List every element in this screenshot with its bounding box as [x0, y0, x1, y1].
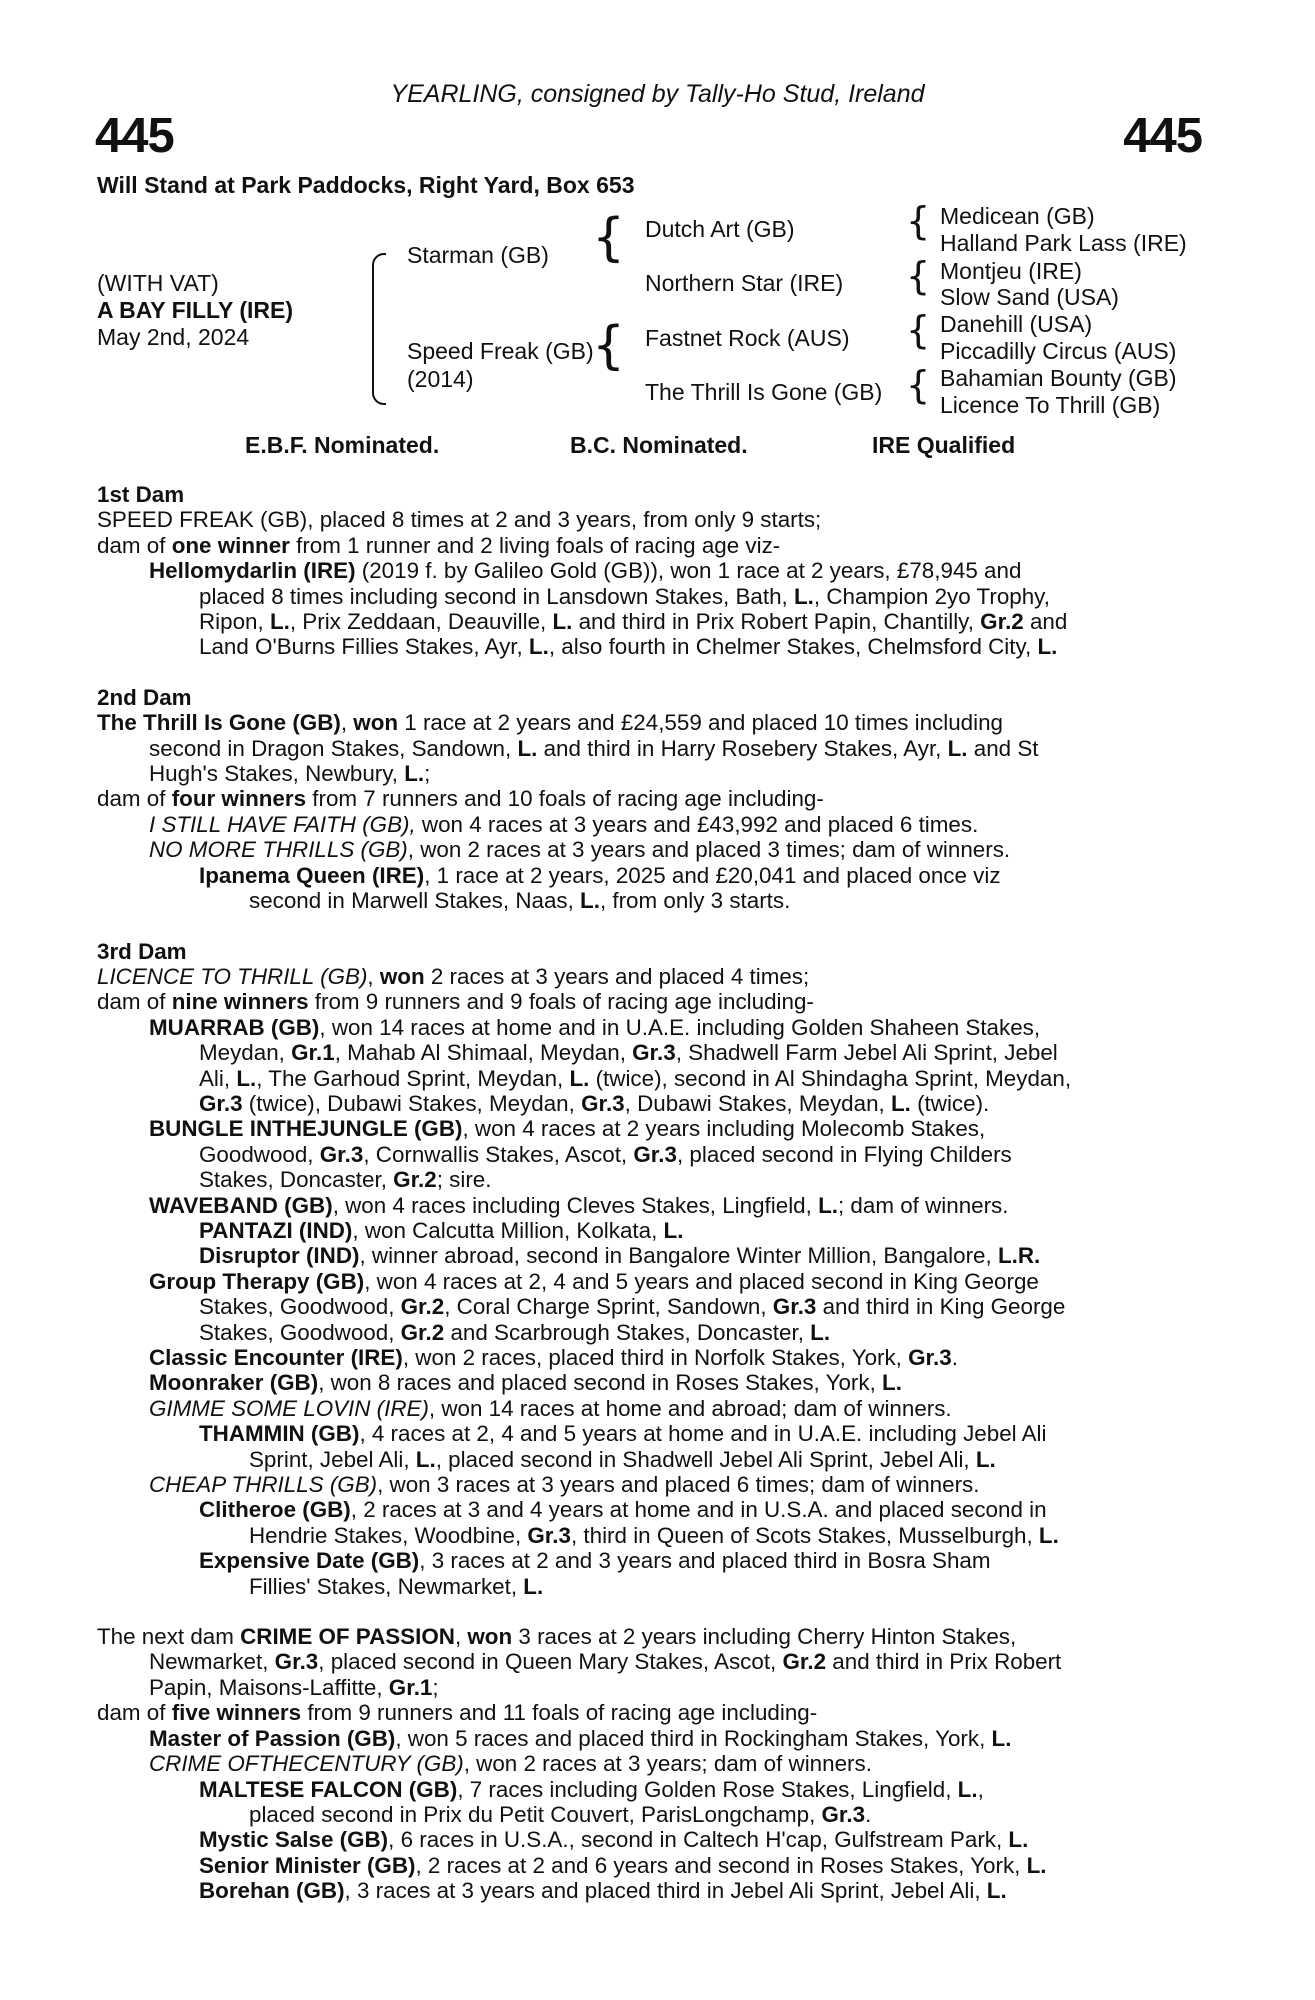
produce-clitheroe-2: Hendrie Stakes, Woodbine, Gr.3, third in Queen of Scots Stakes, Musselburgh, L.	[249, 1522, 1059, 1548]
brace-dam: {	[592, 316, 626, 376]
produce-i-still-have-faith: I STILL HAVE FAITH (GB), won 4 races at 3 years and £43,992 and placed 6 times.	[149, 811, 979, 837]
first-dam-line: SPEED FREAK (GB), placed 8 times at 2 and 3 years, from only 9 starts;	[97, 507, 822, 533]
next-dam-produce: dam of five winners from 9 runners and 11 foals of racing age including-	[97, 1700, 818, 1726]
stand-location: Will Stand at Park Paddocks, Right Yard, Box 653	[97, 172, 635, 198]
produce-hellomydarlin: Hellomydarlin (IRE) (2019 f. by Galileo Gold (GB)), won 1 race at 2 years, £78,945 and	[149, 558, 1022, 584]
produce-gimme-some-lovin: GIMME SOME LOVIN (IRE), won 14 races at home and abroad; dam of winners.	[149, 1395, 952, 1421]
second-dam-line: The Thrill Is Gone (GB), won 1 race at 2 years and £24,559 and placed 10 times including	[97, 710, 1004, 736]
third-dam-produce: dam of nine winners from 9 runners and 9 foals of racing age including-	[97, 989, 814, 1015]
g-4: Slow Sand (USA)	[940, 284, 1119, 310]
g-7: Bahamian Bounty (GB)	[940, 365, 1177, 391]
first-dam-produce: dam of one winner from 1 runner and 2 living foals of racing age viz-	[97, 532, 781, 558]
g-6: Piccadilly Circus (AUS)	[940, 338, 1177, 364]
g-2: Halland Park Lass (IRE)	[940, 230, 1187, 256]
produce-muarrab-3: Ali, L., The Garhoud Sprint, Meydan, L. (twice), second in Al Shindagha Sprint, Meydan,	[199, 1065, 1072, 1091]
brace-g3: {	[906, 308, 931, 352]
produce-muarrab-4: Gr.3 (twice), Dubawi Stakes, Meydan, Gr.3, Dubawi Stakes, Meydan, L. (twice).	[199, 1090, 990, 1116]
produce-ipanema-queen-2: second in Marwell Stakes, Naas, L., from only 3 starts.	[249, 888, 791, 914]
sire-dam: Northern Star (IRE)	[645, 270, 844, 296]
next-dam-line-3: Papin, Maisons-Laffitte, Gr.1;	[149, 1674, 439, 1700]
third-dam-line: LICENCE TO THRILL (GB), won 2 races at 3 years and placed 4 times;	[97, 963, 810, 989]
produce-expensive-date-2: Fillies' Stakes, Newmarket, L.	[249, 1573, 544, 1599]
brace-g1: {	[906, 199, 931, 243]
g-5: Danehill (USA)	[940, 311, 1093, 337]
produce-muarrab: MUARRAB (GB), won 14 races at home and in U.A.E. including Golden Shaheen Stakes,	[149, 1014, 1041, 1040]
produce-ipanema-queen: Ipanema Queen (IRE), 1 race at 2 years, 2025 and £20,041 and placed once viz	[199, 862, 1001, 888]
produce-maltese-falcon: MALTESE FALCON (GB), 7 races including Golden Rose Stakes, Lingfield, L.,	[199, 1776, 984, 1802]
produce-senior-minister: Senior Minister (GB), 2 races at 2 and 6 years and second in Roses Stakes, York, L.	[199, 1852, 1047, 1878]
brace-sire: {	[592, 208, 626, 268]
produce-bungle-2: Goodwood, Gr.3, Cornwallis Stakes, Ascot, Gr.3, placed second in Flying Childers	[199, 1141, 1012, 1167]
produce-hellomydarlin-3: Ripon, L., Prix Zeddaan, Deauville, L. and third in Prix Robert Papin, Chantilly, Gr.2 and	[199, 609, 1068, 635]
produce-group-therapy-3: Stakes, Goodwood, Gr.2 and Scarbrough Stakes, Doncaster, L.	[199, 1319, 831, 1345]
next-dam-line-2: Newmarket, Gr.3, placed second in Queen Mary Stakes, Ascot, Gr.2 and third in Prix Robert	[149, 1649, 1062, 1675]
produce-crime-ofthecentury: CRIME OFTHECENTURY (GB), won 2 races at 3 years; dam of winners.	[149, 1751, 872, 1777]
produce-muarrab-2: Meydan, Gr.1, Mahab Al Shimaal, Meydan, Gr.3, Shadwell Farm Jebel Ali Sprint, Jebel	[199, 1040, 1058, 1066]
next-dam-line: The next dam CRIME OF PASSION, won 3 races at 2 years including Cherry Hinton Stakes,	[97, 1624, 1017, 1650]
dam-sire: Fastnet Rock (AUS)	[645, 325, 850, 351]
bc-nomination: B.C. Nominated.	[570, 432, 748, 458]
produce-maltese-falcon-2: placed second in Prix du Petit Couvert, ParisLongchamp, Gr.3.	[249, 1801, 872, 1827]
produce-thammin: THAMMIN (GB), 4 races at 2, 4 and 5 years at home and in U.A.E. including Jebel Ali	[199, 1421, 1047, 1447]
pedigree-brace-main	[372, 253, 386, 405]
produce-thammin-2: Sprint, Jebel Ali, L., placed second in Shadwell Jebel Ali Sprint, Jebel Ali, L.	[249, 1446, 996, 1472]
produce-clitheroe: Clitheroe (GB), 2 races at 3 and 4 years at home and in U.S.A. and placed second in	[199, 1497, 1047, 1523]
produce-moonraker: Moonraker (GB), won 8 races and placed second in Roses Stakes, York, L.	[149, 1370, 902, 1396]
produce-group-therapy: Group Therapy (GB), won 4 races at 2, 4 and 5 years and placed second in King George	[149, 1268, 1039, 1294]
g-8: Licence To Thrill (GB)	[940, 392, 1161, 418]
produce-bungle: BUNGLE INTHEJUNGLE (GB), won 4 races at 2 years including Molecomb Stakes,	[149, 1116, 986, 1142]
produce-no-more-thrills: NO MORE THRILLS (GB), won 2 races at 3 years and placed 3 times; dam of winners.	[149, 837, 1011, 863]
dam-dam: The Thrill Is Gone (GB)	[645, 379, 883, 405]
second-dam-produce: dam of four winners from 7 runners and 10 foals of racing age including-	[97, 786, 824, 812]
third-dam-heading: 3rd Dam	[97, 938, 187, 964]
horse-name: A BAY FILLY (IRE)	[97, 297, 293, 323]
produce-classic-encounter: Classic Encounter (IRE), won 2 races, placed third in Norfolk Stakes, York, Gr.3.	[149, 1345, 958, 1370]
pedigree-notes	[97, 482, 1205, 1904]
produce-group-therapy-2: Stakes, Goodwood, Gr.2, Coral Charge Sprint, Sandown, Gr.3 and third in King George	[199, 1294, 1066, 1320]
produce-mystic-salse: Mystic Salse (GB), 6 races in U.S.A., second in Caltech H'cap, Gulfstream Park, L.	[199, 1827, 1029, 1853]
second-dam-heading: 2nd Dam	[97, 684, 192, 710]
second-dam-line-2: second in Dragon Stakes, Sandown, L. and third in Harry Rosebery Stakes, Ayr, L. and St	[149, 735, 1039, 761]
g-3: Montjeu (IRE)	[940, 258, 1082, 284]
ebf-nomination: E.B.F. Nominated.	[245, 432, 440, 458]
dam: Speed Freak (GB)	[407, 338, 594, 364]
vat-label: (WITH VAT)	[97, 270, 219, 296]
g-1: Medicean (GB)	[940, 203, 1095, 229]
first-dam-heading: 1st Dam	[97, 482, 185, 507]
foaling-date: May 2nd, 2024	[97, 324, 250, 350]
produce-bungle-3: Stakes, Doncaster, Gr.2; sire.	[199, 1167, 492, 1193]
brace-g4: {	[906, 363, 931, 407]
produce-hellomydarlin-4: Land O'Burns Fillies Stakes, Ayr, L., also fourth in Chelmer Stakes, Chelmsford City, L.	[199, 634, 1058, 660]
dam-year: (2014)	[407, 366, 474, 392]
produce-expensive-date: Expensive Date (GB), 3 races at 2 and 3 years and placed third in Bosra Sham	[199, 1548, 991, 1574]
ire-qualified: IRE Qualified	[872, 432, 1016, 458]
produce-cheap-thrills: CHEAP THRILLS (GB), won 3 races at 3 years and placed 6 times; dam of winners.	[149, 1472, 980, 1498]
produce-waveband: WAVEBAND (GB), won 4 races including Cleves Stakes, Lingfield, L.; dam of winners.	[149, 1192, 1009, 1218]
produce-borehan: Borehan (GB), 3 races at 3 years and placed third in Jebel Ali Sprint, Jebel Ali, L.	[199, 1878, 1007, 1904]
produce-pantazi: PANTAZI (IND), won Calcutta Million, Kolkata, L.	[199, 1217, 684, 1243]
consignment-header: YEARLING, consigned by Tally-Ho Stud, Ireland	[390, 80, 925, 108]
produce-hellomydarlin-2: placed 8 times including second in Lansdown Stakes, Bath, L., Champion 2yo Trophy,	[199, 583, 1050, 609]
lot-number-right: 445	[1123, 109, 1202, 163]
lot-number-left: 445	[95, 109, 174, 163]
brace-g2: {	[906, 254, 931, 298]
produce-master-of-passion: Master of Passion (GB), won 5 races and placed third in Rockingham Stakes, York, L.	[149, 1725, 1012, 1751]
sire-sire: Dutch Art (GB)	[645, 216, 795, 242]
produce-disruptor: Disruptor (IND), winner abroad, second in Bangalore Winter Million, Bangalore, L.R.	[199, 1243, 1041, 1269]
second-dam-line-3: Hugh's Stakes, Newbury, L.;	[149, 761, 431, 787]
sire: Starman (GB)	[407, 242, 549, 268]
